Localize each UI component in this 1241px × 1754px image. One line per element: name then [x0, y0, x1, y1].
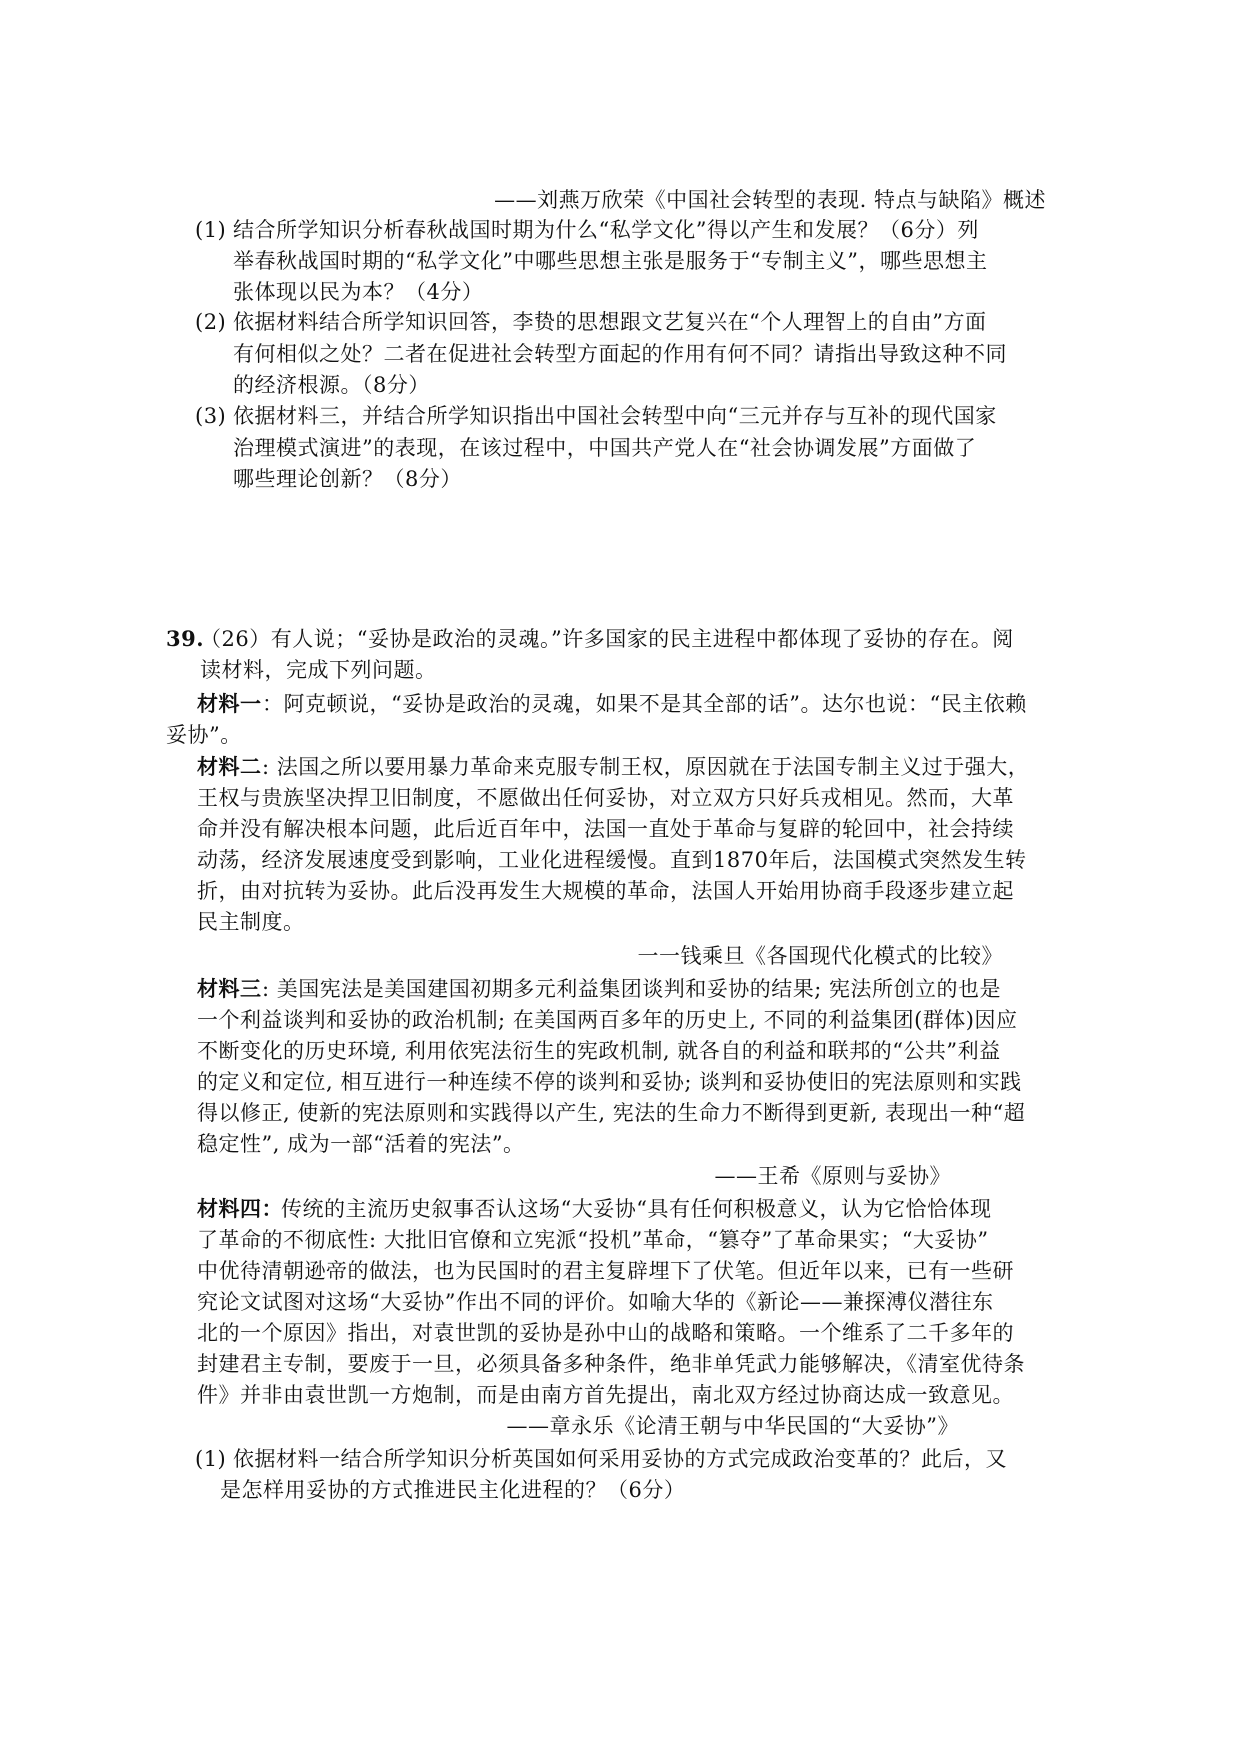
material-line: 传统的主流历史叙事否认这场“大妥协“具有任何积极意义，认为它恰恰体现	[281, 1197, 992, 1221]
source-citation: ——章永乐《论清王朝与中华民国的“大妥协”》	[506, 1414, 959, 1438]
material-label: 材料四：	[197, 1196, 283, 1221]
material-line: 稳定性”, 成为一部“活着的宪法”。	[197, 1132, 525, 1156]
source-citation: 一一钱乘旦《各国现代化模式的比较》	[637, 944, 1003, 968]
material-line: : 法国之所以要用暴力革命来克服专制王权，原因就在于法国专制主义过于强大，	[262, 755, 1030, 779]
material-line: 动荡，经济发展速度受到影响，工业化进程缓慢。直到1870年后，法国模式突然发生转	[197, 848, 1027, 872]
question-line: 举春秋战国时期的“私学文化”中哪些思想主张是服务于“专制主义”，哪些思想主	[233, 249, 988, 273]
question-number: (1)	[195, 218, 227, 242]
material-line: 不断变化的历史环境, 利用依宪法衍生的宪政机制, 就各自的利益和联邦的“公共”利益	[197, 1039, 1001, 1063]
material-line: 中优待清朝逊帝的做法，也为民国时的君主复辟埋下了伏笔。但近年以来，已有一些研	[197, 1259, 1014, 1283]
question-line: 治理模式演进”的表现，在该过程中，中国共产党人在“社会协调发展”方面做了	[233, 436, 977, 460]
material-line: 的定义和定位, 相互进行一种连续不停的谈判和妥协; 谈判和妥协使旧的宪法原则和实践	[197, 1070, 1022, 1094]
material-line: 封建君主专制，要废于一旦，必须具备多种条件，绝非单凭武力能够解决，《清室优待条	[197, 1352, 1025, 1376]
material-line: 折，由对抗转为妥协。此后没再发生大规模的革命，法国人开始用协商手段逐步建立起	[197, 879, 1014, 903]
material-line: 王权与贵族坚决捍卫旧制度，不愿做出任何妥协，对立双方只好兵戎相见。然而，大革	[197, 786, 1014, 810]
question-line: 有何相似之处？二者在促进社会转型方面起的作用有何不同？请指出导致这种不同	[233, 342, 1007, 366]
question-line: 的经济根源。（8分）	[233, 373, 430, 397]
material-line: 一个利益谈判和妥协的政治机制; 在美国两百多年的历史上, 不同的利益集团(群体)因应	[197, 1008, 1018, 1032]
question-number: (2)	[195, 310, 227, 334]
question-number: (1)	[195, 1447, 227, 1471]
material-label: 材料二	[197, 754, 262, 779]
material-line: 民主制度。	[197, 910, 305, 934]
question-line: 依据材料一结合所学知识分析英国如何采用妥协的方式完成政治变革的？此后，又	[233, 1447, 1007, 1471]
material-line: 妥协”。	[166, 723, 242, 747]
question-line: 依据材料结合所学知识回答，李贽的思想跟文艺复兴在“个人理智上的自由”方面	[233, 310, 987, 334]
material-line: 了革命的不彻底性: 大批旧官僚和立宪派“投机”革命，“篡夺”了革命果实；“大妥协”	[197, 1228, 989, 1252]
material-line: 得以修正, 使新的宪法原则和实践得以产生, 宪法的生命力不断得到更新, 表现出一种“超	[197, 1101, 1026, 1125]
source-citation: ——王希《原则与妥协》	[714, 1164, 951, 1188]
question-intro-line: 读材料，完成下列问题。	[200, 658, 437, 682]
question-line: 依据材料三，并结合所学知识指出中国社会转型中向“三元并存与互补的现代国家	[233, 404, 997, 428]
material-line: 命并没有解决根本问题，此后近百年中，法国一直处于革命与复辟的轮回中，社会持续	[197, 817, 1014, 841]
question-number: 39.	[166, 626, 205, 651]
material-line: 件》并非由袁世凯一方炮制，而是由南方首先提出，南北双方经过协商达成一致意见。	[197, 1383, 1014, 1407]
material-label: 材料三	[197, 976, 262, 1001]
question-line: 结合所学知识分析春秋战国时期为什么“私学文化”得以产生和发展？（6分）列	[233, 218, 979, 242]
material-line: 究论文试图对这场“大妥协”作出不同的评价。如喻大华的《新论——兼探溥仪潜往东	[197, 1290, 994, 1314]
question-number: (3)	[195, 404, 227, 428]
question-line: 哪些理论创新？（8分）	[233, 467, 462, 491]
question-line: 张体现以民为本？（4分）	[233, 280, 484, 304]
question-intro-line: （26）有人说；“妥协是政治的灵魂。”许多国家的民主进程中都体现了妥协的存在。阅	[200, 627, 1014, 651]
source-citation: ——刘燕万欣荣《中国社会转型的表现. 特点与缺陷》概述	[494, 188, 1046, 212]
material-line: ：阿克顿说，“妥协是政治的灵魂，如果不是其全部的话”。达尔也说：“民主依赖	[262, 692, 1027, 716]
material-label: 材料一	[197, 691, 262, 716]
material-line: : 美国宪法是美国建国初期多元利益集团谈判和妥协的结果; 宪法所创立的也是	[262, 977, 1001, 1001]
question-line: 是怎样用妥协的方式推进民主化进程的？（6分）	[220, 1478, 686, 1502]
material-line: 北的一个原因》指出，对袁世凯的妥协是孙中山的战略和策略。一个维系了二千多年的	[197, 1321, 1014, 1345]
